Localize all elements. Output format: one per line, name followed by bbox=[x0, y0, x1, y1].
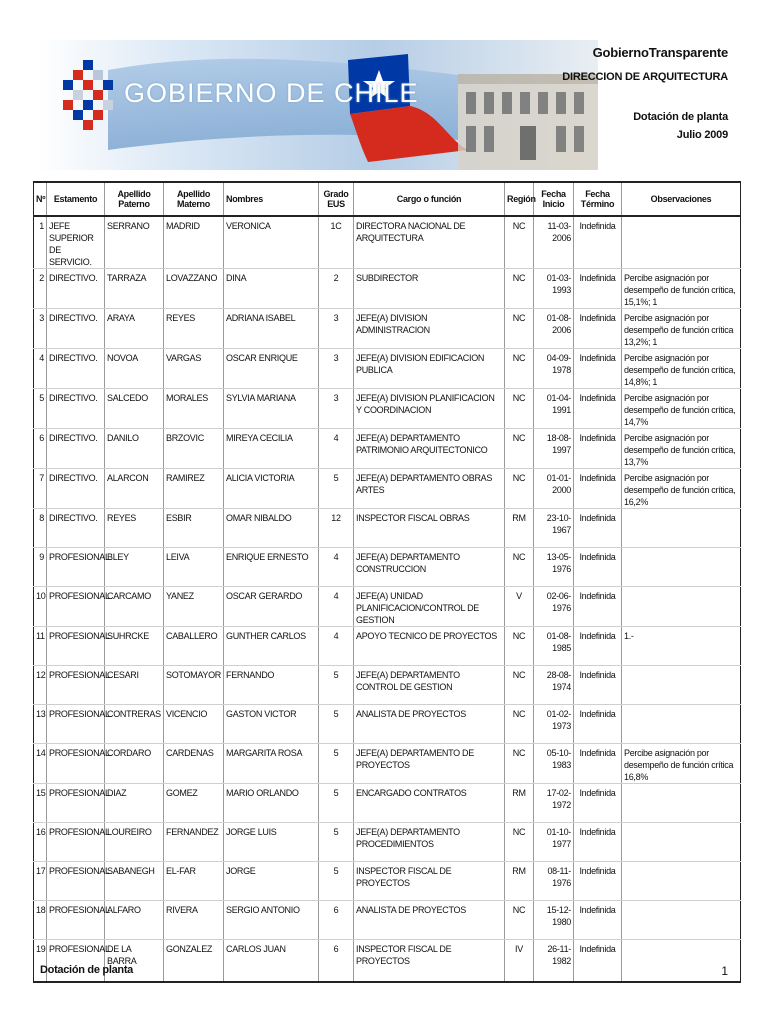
cell-region: RM bbox=[505, 509, 534, 548]
cell-fecha-inicio: 08-11-1976 bbox=[534, 862, 574, 901]
cell-grado: 4 bbox=[319, 429, 354, 469]
cell-region: NC bbox=[505, 901, 534, 940]
cell-apellido-materno: VICENCIO bbox=[164, 705, 224, 744]
table-row bbox=[34, 744, 741, 784]
cell-apellido-materno: VARGAS bbox=[164, 349, 224, 389]
cell-fecha-inicio: 11-03-2006 bbox=[534, 216, 574, 269]
table-row bbox=[34, 862, 741, 901]
cell-grado: 3 bbox=[319, 349, 354, 389]
cell-estamento: PROFESIONAL. bbox=[47, 587, 105, 627]
cell-nombres: MIREYA CECILIA bbox=[224, 429, 319, 469]
cell-nombres: JORGE bbox=[224, 862, 319, 901]
cell-fecha-termino: Indefinida bbox=[574, 309, 622, 349]
staff-table bbox=[33, 181, 741, 983]
cell-fecha-termino: Indefinida bbox=[574, 940, 622, 983]
cell-observaciones: Percibe asignación por desempeño de función crítica 13,2%; 1 bbox=[622, 309, 741, 349]
cell-nombres: MARGARITA ROSA bbox=[224, 744, 319, 784]
cell-region: NC bbox=[505, 469, 534, 509]
cell-numero: 9 bbox=[34, 548, 47, 587]
cell-numero: 4 bbox=[34, 349, 47, 389]
cell-apellido-paterno: TARRAZA bbox=[105, 269, 164, 309]
cell-cargo: JEFE(A) DEPARTAMENTO CONTROL DE GESTION bbox=[354, 666, 505, 705]
column-header-apellido-materno: Apellido Materno bbox=[164, 182, 224, 216]
cell-apellido-paterno: SERRANO bbox=[105, 216, 164, 269]
cell-estamento: PROFESIONAL. bbox=[47, 784, 105, 823]
cell-apellido-paterno: ALARCON bbox=[105, 469, 164, 509]
cell-apellido-materno: GONZALEZ bbox=[164, 940, 224, 983]
cell-cargo: APOYO TECNICO DE PROYECTOS bbox=[354, 627, 505, 666]
cell-observaciones: Percibe asignación por desempeño de función crítica, 14,7% bbox=[622, 389, 741, 429]
cell-region: V bbox=[505, 587, 534, 627]
cell-estamento: PROFESIONAL bbox=[47, 901, 105, 940]
table-row bbox=[34, 548, 741, 587]
cell-region: NC bbox=[505, 429, 534, 469]
table-row bbox=[34, 823, 741, 862]
table-row bbox=[34, 627, 741, 666]
column-header-observaciones: Observaciones bbox=[622, 182, 741, 216]
cell-grado: 4 bbox=[319, 627, 354, 666]
cell-observaciones: 1.- bbox=[622, 627, 741, 666]
cell-fecha-inicio: 17-02-1972 bbox=[534, 784, 574, 823]
cell-region: NC bbox=[505, 744, 534, 784]
cell-grado: 5 bbox=[319, 823, 354, 862]
cell-apellido-materno: ESBIR bbox=[164, 509, 224, 548]
cell-nombres: ADRIANA ISABEL bbox=[224, 309, 319, 349]
table-row bbox=[34, 309, 741, 349]
cell-cargo: JEFE(A) UNIDAD PLANIFICACION/CONTROL DE GESTION bbox=[354, 587, 505, 627]
cell-fecha-termino: Indefinida bbox=[574, 705, 622, 744]
cell-fecha-termino: Indefinida bbox=[574, 587, 622, 627]
column-header-nombres: Nombres bbox=[224, 182, 319, 216]
cell-fecha-inicio: 18-08-1997 bbox=[534, 429, 574, 469]
cell-nombres: GUNTHER CARLOS bbox=[224, 627, 319, 666]
cell-region: NC bbox=[505, 666, 534, 705]
cell-nombres: DINA bbox=[224, 269, 319, 309]
table-row bbox=[34, 784, 741, 823]
table-row bbox=[34, 705, 741, 744]
cell-observaciones bbox=[622, 548, 741, 587]
cell-observaciones: Percibe asignación por desempeño de función crítica, 13,7% bbox=[622, 429, 741, 469]
cell-apellido-paterno: REYES bbox=[105, 509, 164, 548]
cell-apellido-paterno: CESARI bbox=[105, 666, 164, 705]
table-row bbox=[34, 349, 741, 389]
cell-observaciones bbox=[622, 823, 741, 862]
cell-apellido-materno: SOTOMAYOR bbox=[164, 666, 224, 705]
cell-estamento: PROFESIONAL. bbox=[47, 862, 105, 901]
cell-apellido-paterno: ARAYA bbox=[105, 309, 164, 349]
cell-observaciones: Percibe asignación por desempeño de función crítica 16,8% bbox=[622, 744, 741, 784]
cell-fecha-inicio: 04-09-1978 bbox=[534, 349, 574, 389]
table-row bbox=[34, 389, 741, 429]
cell-nombres: GASTON VICTOR bbox=[224, 705, 319, 744]
cell-grado: 5 bbox=[319, 666, 354, 705]
cell-apellido-paterno: SUHRCKE bbox=[105, 627, 164, 666]
cell-estamento: PROFESIONAL. bbox=[47, 940, 105, 983]
cell-observaciones bbox=[622, 784, 741, 823]
cell-fecha-inicio: 01-08-1985 bbox=[534, 627, 574, 666]
cell-grado: 5 bbox=[319, 705, 354, 744]
cell-cargo: JEFE(A) DEPARTAMENTO DE PROYECTOS bbox=[354, 744, 505, 784]
table-row bbox=[34, 666, 741, 705]
cell-nombres: SYLVIA MARIANA bbox=[224, 389, 319, 429]
cell-region: NC bbox=[505, 309, 534, 349]
cell-apellido-paterno: ALFARO bbox=[105, 901, 164, 940]
cell-numero: 19 bbox=[34, 940, 47, 983]
cell-numero: 10 bbox=[34, 587, 47, 627]
cell-numero: 15 bbox=[34, 784, 47, 823]
cell-cargo: JEFE(A) DEPARTAMENTO CONSTRUCCION bbox=[354, 548, 505, 587]
cell-grado: 12 bbox=[319, 509, 354, 548]
cell-apellido-materno: LOVAZZANO bbox=[164, 269, 224, 309]
cell-observaciones bbox=[622, 705, 741, 744]
cell-fecha-inicio: 01-10-1977 bbox=[534, 823, 574, 862]
cell-cargo: SUBDIRECTOR bbox=[354, 269, 505, 309]
cell-apellido-materno: MADRID bbox=[164, 216, 224, 269]
cell-cargo: INSPECTOR FISCAL DE PROYECTOS bbox=[354, 862, 505, 901]
cell-observaciones bbox=[622, 509, 741, 548]
cell-estamento: DIRECTIVO. bbox=[47, 469, 105, 509]
cell-cargo: JEFE(A) DIVISION ADMINISTRACION bbox=[354, 309, 505, 349]
cell-estamento: PROFESIONAL. bbox=[47, 823, 105, 862]
cell-grado: 6 bbox=[319, 901, 354, 940]
document-title: Dotación de planta bbox=[633, 111, 728, 123]
table-row bbox=[34, 429, 741, 469]
cell-estamento: DIRECTIVO. bbox=[47, 429, 105, 469]
table-row bbox=[34, 509, 741, 548]
document-period: Julio 2009 bbox=[676, 129, 728, 141]
cell-cargo: JEFE(A) DEPARTAMENTO PROCEDIMIENTOS bbox=[354, 823, 505, 862]
cell-apellido-paterno: LOUREIRO bbox=[105, 823, 164, 862]
cell-apellido-paterno: DIAZ bbox=[105, 784, 164, 823]
cell-numero: 5 bbox=[34, 389, 47, 429]
cell-apellido-materno: GOMEZ bbox=[164, 784, 224, 823]
table-body bbox=[34, 216, 741, 982]
table-row bbox=[34, 469, 741, 509]
cell-apellido-paterno: SALCEDO bbox=[105, 389, 164, 429]
cell-fecha-inicio: 01-08-2006 bbox=[534, 309, 574, 349]
cell-fecha-termino: Indefinida bbox=[574, 862, 622, 901]
brand-title: GobiernoTransparente bbox=[592, 45, 728, 60]
cell-fecha-termino: Indefinida bbox=[574, 627, 622, 666]
cell-fecha-inicio: 28-08-1974 bbox=[534, 666, 574, 705]
cell-estamento: DIRECTIVO. bbox=[47, 509, 105, 548]
table-row bbox=[34, 216, 741, 269]
cell-nombres: VERONICA bbox=[224, 216, 319, 269]
cell-estamento: PROFESIONAL. bbox=[47, 548, 105, 587]
cell-region: NC bbox=[505, 389, 534, 429]
cell-cargo: ENCARGADO CONTRATOS bbox=[354, 784, 505, 823]
cell-region: NC bbox=[505, 349, 534, 389]
cell-region: NC bbox=[505, 705, 534, 744]
cell-observaciones bbox=[622, 587, 741, 627]
cell-numero: 18 bbox=[34, 901, 47, 940]
cell-estamento: JEFE SUPERIOR DE SERVICIO. bbox=[47, 216, 105, 269]
cell-fecha-inicio: 23-10-1967 bbox=[534, 509, 574, 548]
column-header-fecha-termino: Fecha Término bbox=[574, 182, 622, 216]
cell-fecha-termino: Indefinida bbox=[574, 784, 622, 823]
cell-apellido-paterno: CARCAMO bbox=[105, 587, 164, 627]
cell-apellido-materno: CABALLERO bbox=[164, 627, 224, 666]
cell-apellido-materno: YANEZ bbox=[164, 587, 224, 627]
cell-apellido-materno: BRZOVIC bbox=[164, 429, 224, 469]
table-header-row bbox=[34, 182, 741, 216]
cell-numero: 7 bbox=[34, 469, 47, 509]
cell-numero: 12 bbox=[34, 666, 47, 705]
cell-nombres: CARLOS JUAN bbox=[224, 940, 319, 983]
cell-fecha-termino: Indefinida bbox=[574, 509, 622, 548]
cell-estamento: DIRECTIVO. bbox=[47, 349, 105, 389]
cell-region: RM bbox=[505, 862, 534, 901]
cell-apellido-materno: LEIVA bbox=[164, 548, 224, 587]
cell-grado: 2 bbox=[319, 269, 354, 309]
column-header-estamento: Estamento bbox=[47, 182, 105, 216]
cell-fecha-inicio: 05-10-1983 bbox=[534, 744, 574, 784]
cell-estamento: DIRECTIVO. bbox=[47, 309, 105, 349]
cell-fecha-termino: Indefinida bbox=[574, 216, 622, 269]
column-header-grado: Grado EUS bbox=[319, 182, 354, 216]
cell-apellido-materno: EL-FAR bbox=[164, 862, 224, 901]
cell-numero: 16 bbox=[34, 823, 47, 862]
cell-fecha-termino: Indefinida bbox=[574, 823, 622, 862]
cell-cargo: INSPECTOR FISCAL DE PROYECTOS bbox=[354, 940, 505, 983]
cell-apellido-paterno: NOVOA bbox=[105, 349, 164, 389]
cell-numero: 6 bbox=[34, 429, 47, 469]
cell-numero: 2 bbox=[34, 269, 47, 309]
cell-estamento: PROFESIONAL. bbox=[47, 666, 105, 705]
cell-nombres: OSCAR ENRIQUE bbox=[224, 349, 319, 389]
cell-numero: 14 bbox=[34, 744, 47, 784]
column-header-region: Región bbox=[505, 182, 534, 216]
cell-numero: 8 bbox=[34, 509, 47, 548]
cell-estamento: PROFESIONAL. bbox=[47, 627, 105, 666]
cell-fecha-inicio: 26-11-1982 bbox=[534, 940, 574, 983]
cell-nombres: JORGE LUIS bbox=[224, 823, 319, 862]
cell-fecha-inicio: 01-01-2000 bbox=[534, 469, 574, 509]
cell-numero: 13 bbox=[34, 705, 47, 744]
cell-fecha-inicio: 01-03-1993 bbox=[534, 269, 574, 309]
cell-apellido-paterno: BLEY bbox=[105, 548, 164, 587]
cell-apellido-materno: FERNANDEZ bbox=[164, 823, 224, 862]
cell-apellido-paterno: SABANEGH bbox=[105, 862, 164, 901]
cell-numero: 1 bbox=[34, 216, 47, 269]
cell-cargo: JEFE(A) DEPARTAMENTO PATRIMONIO ARQUITECTONICO bbox=[354, 429, 505, 469]
cell-apellido-paterno: CORDARO bbox=[105, 744, 164, 784]
cell-fecha-inicio: 02-06-1976 bbox=[534, 587, 574, 627]
cell-grado: 5 bbox=[319, 469, 354, 509]
logo-text: GOBIERNO DE CHILE bbox=[124, 78, 419, 108]
cell-nombres: MARIO ORLANDO bbox=[224, 784, 319, 823]
cell-grado: 5 bbox=[319, 862, 354, 901]
cell-observaciones: Percibe asignación por desempeño de función crítica, 15,1%; 1 bbox=[622, 269, 741, 309]
cell-cargo: JEFE(A) DIVISION PLANIFICACION Y COORDINACION bbox=[354, 389, 505, 429]
cell-fecha-termino: Indefinida bbox=[574, 389, 622, 429]
cell-cargo: INSPECTOR FISCAL OBRAS bbox=[354, 509, 505, 548]
cell-nombres: OMAR NIBALDO bbox=[224, 509, 319, 548]
table-row bbox=[34, 587, 741, 627]
cell-observaciones: Percibe asignación por desempeño de función crítica, 16,2% bbox=[622, 469, 741, 509]
cell-apellido-materno: REYES bbox=[164, 309, 224, 349]
cell-fecha-termino: Indefinida bbox=[574, 469, 622, 509]
cell-estamento: PROFESIONAL. bbox=[47, 744, 105, 784]
footer-title: Dotación de planta bbox=[40, 964, 133, 976]
column-header-fecha-inicio: Fecha Inicio bbox=[534, 182, 574, 216]
cell-cargo: ANALISTA DE PROYECTOS bbox=[354, 901, 505, 940]
cell-apellido-materno: RAMIREZ bbox=[164, 469, 224, 509]
header-banner bbox=[38, 40, 598, 170]
cell-region: NC bbox=[505, 269, 534, 309]
cell-region: RM bbox=[505, 784, 534, 823]
cell-fecha-inicio: 15-12-1980 bbox=[534, 901, 574, 940]
cell-observaciones bbox=[622, 901, 741, 940]
cell-region: NC bbox=[505, 216, 534, 269]
cell-observaciones bbox=[622, 216, 741, 269]
cell-grado: 4 bbox=[319, 587, 354, 627]
cell-grado: 3 bbox=[319, 309, 354, 349]
cell-apellido-materno: RIVERA bbox=[164, 901, 224, 940]
cell-fecha-termino: Indefinida bbox=[574, 666, 622, 705]
cell-apellido-materno: CARDENAS bbox=[164, 744, 224, 784]
cell-observaciones bbox=[622, 862, 741, 901]
cell-fecha-termino: Indefinida bbox=[574, 349, 622, 389]
cell-fecha-termino: Indefinida bbox=[574, 901, 622, 940]
page-number: 1 bbox=[721, 964, 728, 978]
cell-region: NC bbox=[505, 627, 534, 666]
cell-nombres: FERNANDO bbox=[224, 666, 319, 705]
palace-building-graphic bbox=[458, 74, 598, 170]
cell-apellido-materno: MORALES bbox=[164, 389, 224, 429]
cell-region: IV bbox=[505, 940, 534, 983]
column-header-apellido-paterno: Apellido Paterno bbox=[105, 182, 164, 216]
table-row bbox=[34, 940, 741, 983]
cell-nombres: SERGIO ANTONIO bbox=[224, 901, 319, 940]
cell-fecha-termino: Indefinida bbox=[574, 548, 622, 587]
column-header-cargo: Cargo o función bbox=[354, 182, 505, 216]
cell-cargo: JEFE(A) DIVISION EDIFICACION PUBLICA bbox=[354, 349, 505, 389]
cell-apellido-paterno: DANILO bbox=[105, 429, 164, 469]
cell-estamento: DIRECTIVO. bbox=[47, 389, 105, 429]
department-name: DIRECCION DE ARQUITECTURA bbox=[562, 71, 728, 83]
cell-nombres: ALICIA VICTORIA bbox=[224, 469, 319, 509]
cell-grado: 4 bbox=[319, 548, 354, 587]
cell-grado: 6 bbox=[319, 940, 354, 983]
cell-estamento: PROFESIONAL. bbox=[47, 705, 105, 744]
cell-numero: 3 bbox=[34, 309, 47, 349]
cell-nombres: ENRIQUE ERNESTO bbox=[224, 548, 319, 587]
column-header-n: Nº bbox=[34, 182, 47, 216]
cell-observaciones bbox=[622, 666, 741, 705]
table-row bbox=[34, 269, 741, 309]
cell-grado: 1C bbox=[319, 216, 354, 269]
cell-grado: 5 bbox=[319, 784, 354, 823]
cell-region: NC bbox=[505, 548, 534, 587]
cell-fecha-termino: Indefinida bbox=[574, 429, 622, 469]
cell-region: NC bbox=[505, 823, 534, 862]
cell-apellido-paterno: CONTRERAS bbox=[105, 705, 164, 744]
cell-fecha-inicio: 13-05-1976 bbox=[534, 548, 574, 587]
cell-grado: 3 bbox=[319, 389, 354, 429]
cell-grado: 5 bbox=[319, 744, 354, 784]
cell-observaciones: Percibe asignación por desempeño de función crítica, 14,8%; 1 bbox=[622, 349, 741, 389]
cell-numero: 11 bbox=[34, 627, 47, 666]
cell-estamento: DIRECTIVO. bbox=[47, 269, 105, 309]
cell-fecha-termino: Indefinida bbox=[574, 744, 622, 784]
cell-nombres: OSCAR GERARDO bbox=[224, 587, 319, 627]
cell-numero: 17 bbox=[34, 862, 47, 901]
cell-cargo: JEFE(A) DEPARTAMENTO OBRAS ARTES bbox=[354, 469, 505, 509]
cell-fecha-inicio: 01-04-1991 bbox=[534, 389, 574, 429]
table-row bbox=[34, 901, 741, 940]
cell-apellido-paterno: DE LA BARRA bbox=[105, 940, 164, 983]
cell-fecha-termino: Indefinida bbox=[574, 269, 622, 309]
cell-fecha-inicio: 01-02-1973 bbox=[534, 705, 574, 744]
cell-cargo: DIRECTORA NACIONAL DE ARQUITECTURA bbox=[354, 216, 505, 269]
cell-cargo: ANALISTA DE PROYECTOS bbox=[354, 705, 505, 744]
